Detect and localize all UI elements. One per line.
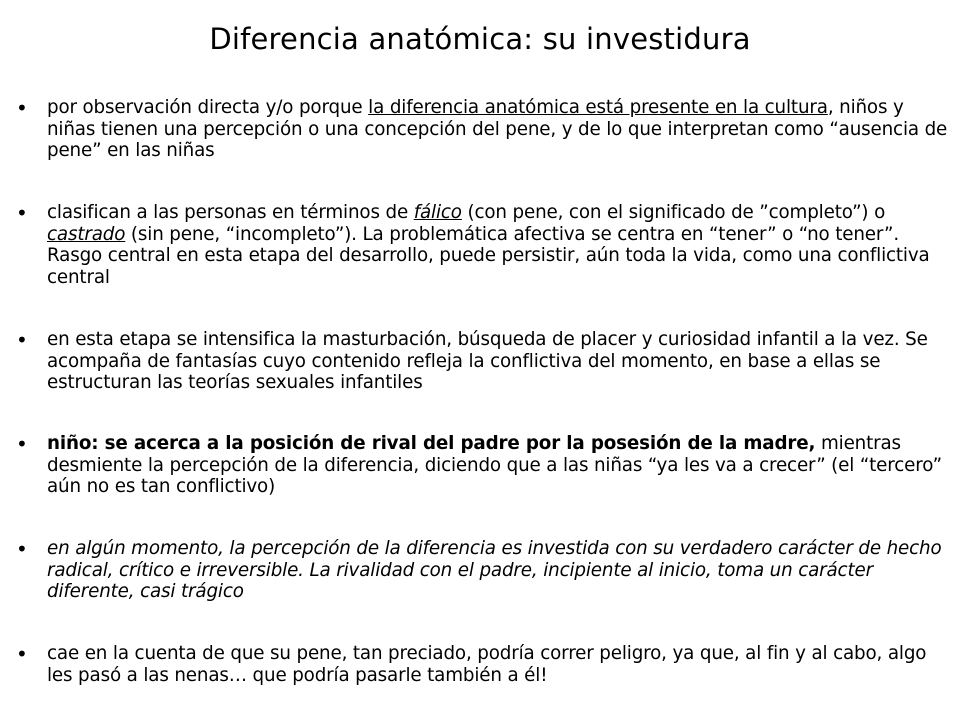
bullet-text [47, 97, 952, 162]
text-segment: por observación directa y/o porque [47, 97, 369, 118]
bullet-text [47, 433, 952, 498]
text-segment: , niños y niñas tienen una percepción o una concepción del pene, y de lo que interpretan como “ausencia de pene” en las niñas [47, 97, 948, 161]
text-segment: fálico [413, 202, 462, 223]
bullet-text [47, 329, 952, 394]
text-segment: (sin pene, “incompleto”). La problemática afectiva se centra en “tener” o “no tener”. Rasgo central en esta etapa del desarrollo, puede persistir, aún toda la vida, como una conflictiva central [47, 223, 930, 288]
bullet-text [47, 538, 952, 603]
text-segment: en algún momento, la percepción de la diferencia es investida con su verdadero carácter de hecho radical, crítico e irreversible. La rivalidad con el padre, incipiente al inicio, toma un carácter diferente, casi trágico [47, 538, 942, 602]
text-segment: niño: se acerca a la posición de rival del padre por la posesión de la madre, [47, 433, 816, 454]
slide-title: Diferencia anatómica: su investidura [209, 22, 751, 56]
text-segment: en esta etapa se intensifica la masturbación, búsqueda de placer y curiosidad infantil a la vez. Se acompaña de fantasías cuyo contenido refleja la conflictiva del momento, en base a ellas se estructuran las teorías sexuales infantiles [47, 329, 928, 393]
text-segment: castrado [47, 223, 126, 245]
text-segment: (con pene, con el significado de ”completo”) o [461, 202, 886, 223]
bullet-marker: • [16, 432, 28, 456]
bullet-marker: • [16, 537, 28, 561]
bullet-marker: • [16, 642, 28, 666]
text-segment: la diferencia anatómica está presente en la cultura [368, 97, 828, 118]
bullet-text [47, 202, 952, 288]
text-segment: cae en la cuenta de que su pene, tan preciado, podría correr peligro, ya que, al fin y al cabo, algo les pasó a las nenas… que podría pasarle también a él! [47, 643, 927, 686]
bullet-marker: • [16, 328, 28, 352]
bullet-marker: • [16, 96, 28, 120]
text-segment: clasifican a las personas en términos de [47, 202, 414, 223]
bullet-text [47, 643, 952, 686]
text-segment: mientras desmiente la percepción de la diferencia, diciendo que a las niñas “ya les va a crecer” (el “tercero” aún no es tan conflictivo) [47, 433, 942, 497]
bullet-marker: • [16, 201, 28, 225]
